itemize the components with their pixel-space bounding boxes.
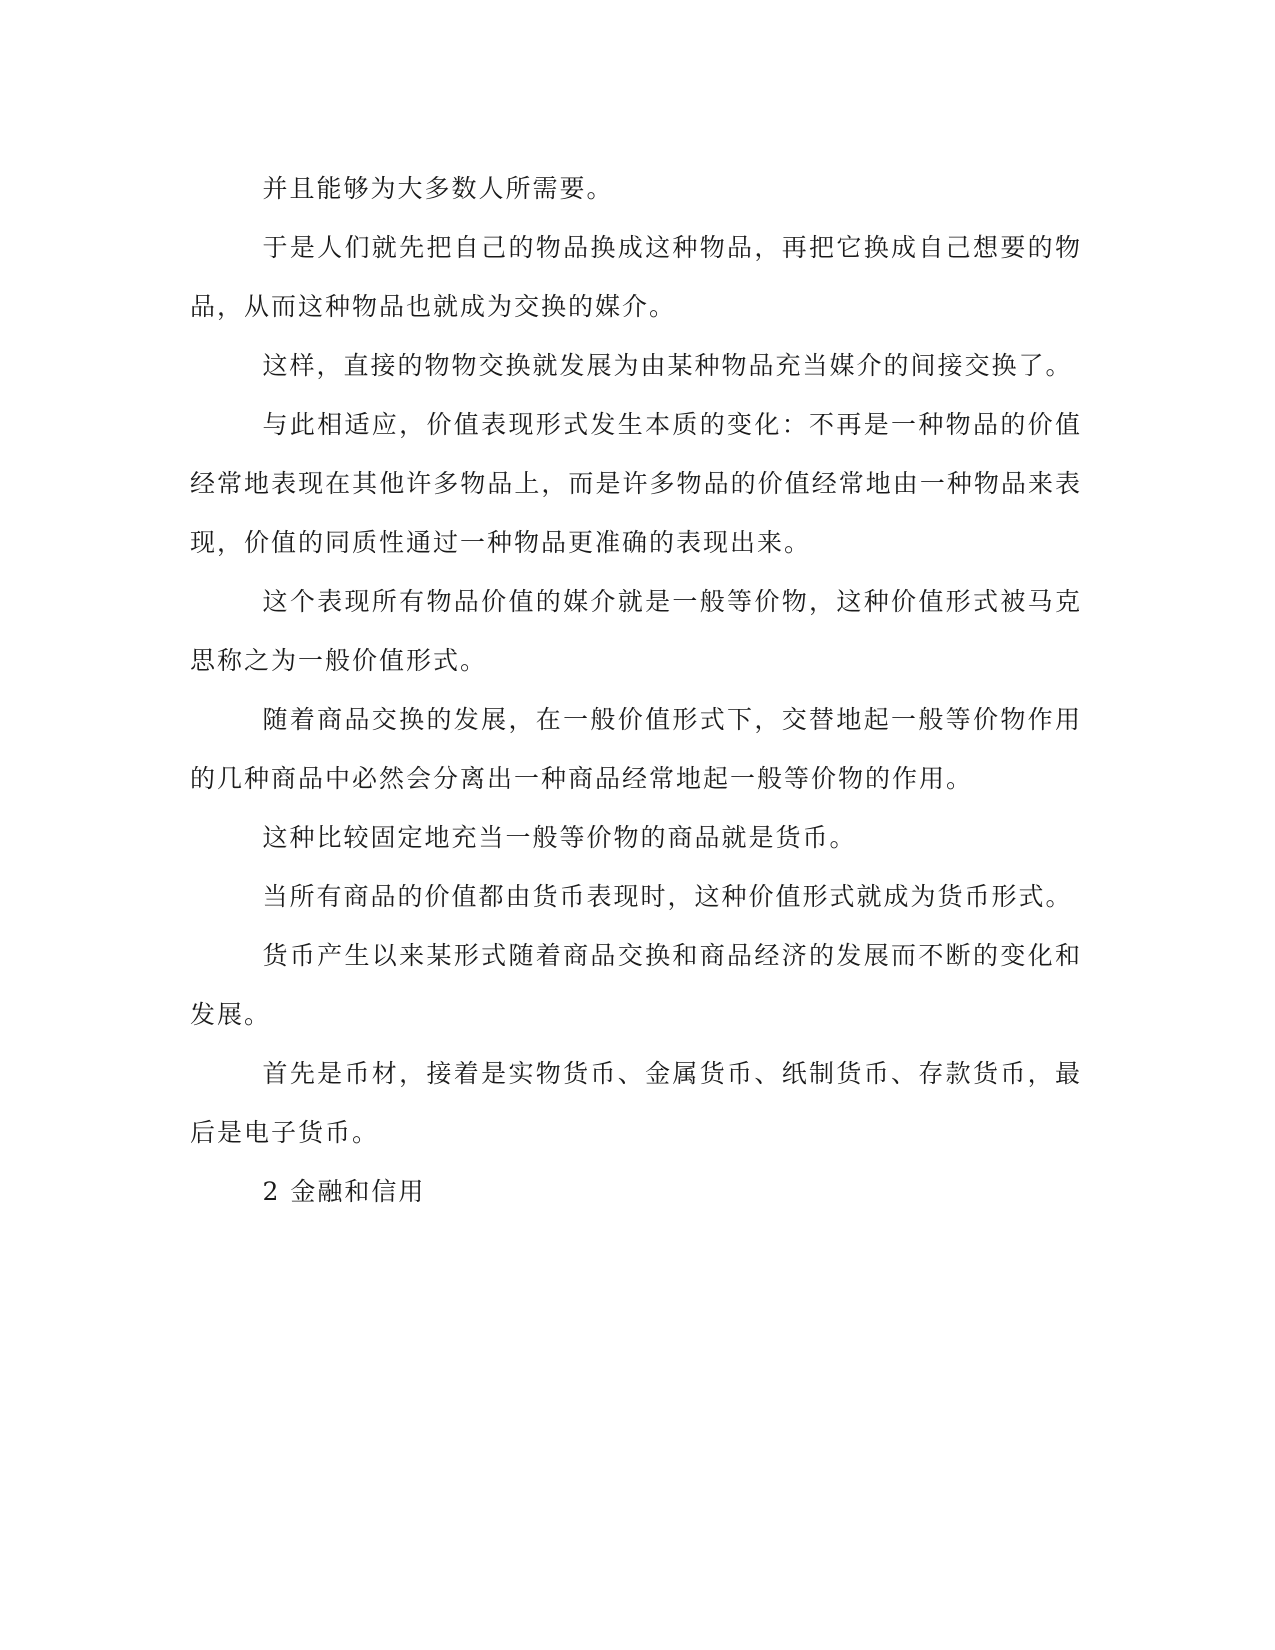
section-heading: 2 金融和信用 (262, 1177, 426, 1206)
paragraph: 并且能够为大多数人所需要。 (262, 174, 614, 203)
document-body (190, 159, 1082, 1221)
paragraph: 随着商品交换的发展，在一般价值形式下，交替地起一般等价物作用的几种商品中必然会分离出一种商品经常地起一般等价物的作用。 (190, 705, 1082, 793)
paragraph: 于是人们就先把自己的物品换成这种物品，再把它换成自己想要的物品，从而这种物品也就成为交换的媒介。 (190, 233, 1082, 321)
paragraph: 这种比较固定地充当一般等价物的商品就是货币。 (262, 823, 857, 852)
paragraph: 当所有商品的价值都由货币表现时，这种价值形式就成为货币形式。 (262, 882, 1073, 911)
paragraph: 首先是币材，接着是实物货币、金属货币、纸制货币、存款货币，最后是电子货币。 (190, 1059, 1082, 1147)
paragraph: 这个表现所有物品价值的媒介就是一般等价物，这种价值形式被马克思称之为一般价值形式。 (190, 587, 1082, 675)
paragraph: 与此相适应，价值表现形式发生本质的变化：不再是一种物品的价值经常地表现在其他许多物品上，而是许多物品的价值经常地由一种物品来表现，价值的同质性通过一种物品更准确的表现出来。 (190, 410, 1082, 557)
paragraph: 货币产生以来某形式随着商品交换和商品经济的发展而不断的变化和发展。 (190, 941, 1082, 1029)
paragraph: 这样，直接的物物交换就发展为由某种物品充当媒介的间接交换了。 (262, 351, 1073, 380)
